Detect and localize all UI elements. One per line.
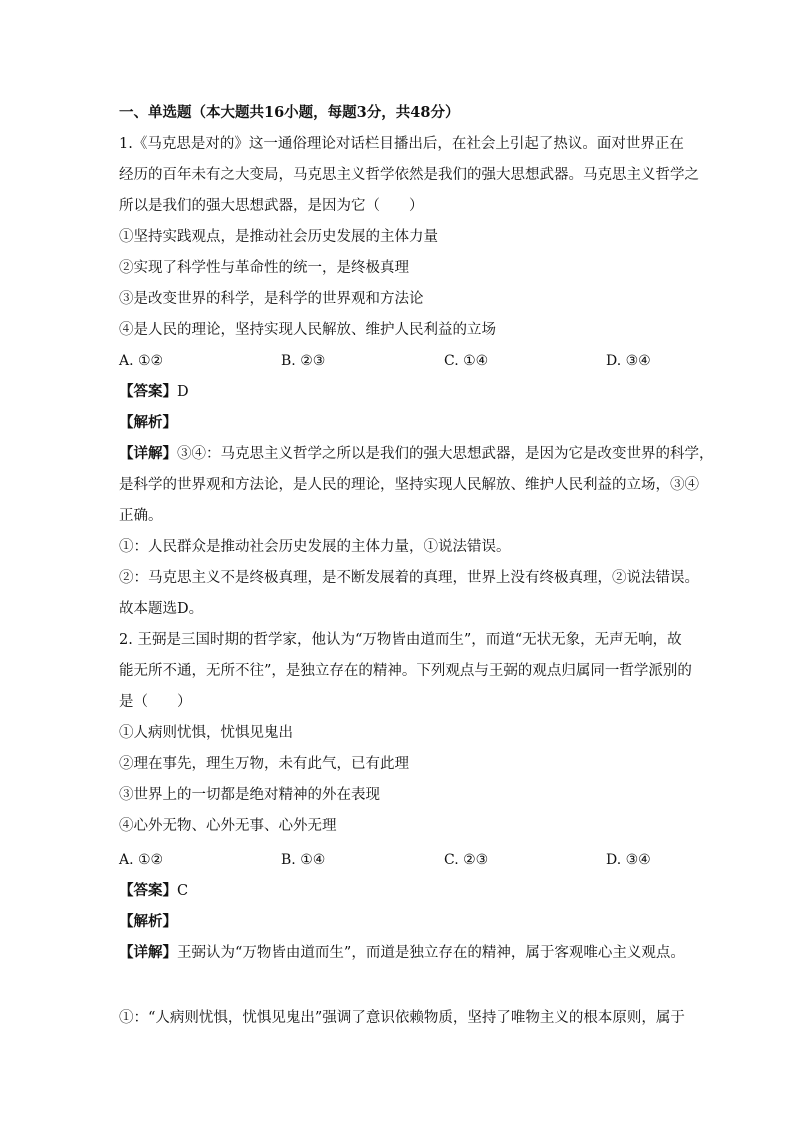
q2-stem-line-1: 2. 王弼是三国时期的哲学家，他认为“万物皆由道而生”，而道“无状无象，无声无响，故 bbox=[119, 632, 682, 648]
q2-detail-line-1 bbox=[119, 943, 685, 963]
q2-options bbox=[119, 850, 679, 870]
q1-item-2: ②实现了科学性与革命性的统一，是终极真理 bbox=[119, 260, 409, 276]
q1-item-3: ③是改变世界的科学，是科学的世界观和方法论 bbox=[119, 291, 424, 307]
q1-answer-tag: 【答案】 bbox=[119, 383, 177, 400]
q2-answer bbox=[119, 881, 188, 901]
q1-item-4: ④是人民的理论，坚持实现人民解放、维护人民利益的立场 bbox=[119, 322, 496, 338]
q1-detail-line-2: 是科学的世界观和方法论，是人民的理论，坚持实现人民解放、维护人民利益的立场，③④ bbox=[119, 477, 699, 493]
section-title: 一、单选题（本大题共16小题，每题3分，共48分） bbox=[119, 104, 460, 121]
q2-stem-line-2: 能无所不通，无所不往”，是独立存在的精神。下列观点与王弼的观点归属同一哲学派别的 bbox=[119, 663, 692, 679]
q1-detail-line-4: ①：人民群众是推动社会历史发展的主体力量，①说法错误。 bbox=[119, 539, 511, 555]
q1-stem-line-3: 所以是我们的强大思想武器，是因为它（ ） bbox=[119, 198, 424, 214]
q2-item-3: ③世界上的一切都是绝对精神的外在表现 bbox=[119, 787, 380, 803]
q1-option-d: D. ③④ bbox=[606, 353, 651, 369]
q2-item-4: ④心外无物、心外无事、心外无理 bbox=[119, 818, 337, 834]
q2-option-b: B. ①④ bbox=[281, 852, 326, 868]
q2-detail-tag: 【详解】 bbox=[119, 944, 177, 961]
q2-detail-text-1: 王弼认为“万物皆由道而生”，而道是独立存在的精神，属于客观唯心主义观点。 bbox=[177, 945, 685, 961]
q2-option-c: C. ②③ bbox=[444, 852, 489, 868]
q1-item-1: ①坚持实践观点，是推动社会历史发展的主体力量 bbox=[119, 229, 438, 245]
q1-option-b: B. ②③ bbox=[281, 353, 326, 369]
q2-option-d: D. ③④ bbox=[606, 852, 651, 868]
q1-detail-text-1: ③④：马克思主义哲学之所以是我们的强大思想武器，是因为它是改变世界的科学， bbox=[177, 446, 714, 462]
q1-answer-value: D bbox=[177, 384, 189, 400]
q1-detail-line-1 bbox=[119, 444, 714, 464]
q1-analysis-tag: 【解析】 bbox=[119, 414, 177, 431]
q2-item-1: ①人病则忧惧，忧惧见鬼出 bbox=[119, 725, 293, 741]
q1-detail-tag: 【详解】 bbox=[119, 445, 177, 462]
q1-option-c: C. ①④ bbox=[444, 353, 489, 369]
q1-stem-line-1: 1.《马克思是对的》这一通俗理论对话栏目播出后，在社会上引起了热议。面对世界正在 bbox=[119, 136, 684, 152]
q1-detail-line-5: ②：马克思主义不是终极真理，是不断发展着的真理，世界上没有终极真理，②说法错误。 bbox=[119, 570, 699, 586]
q1-stem-line-2: 经历的百年未有之大变局，马克思主义哲学依然是我们的强大思想武器。马克思主义哲学之 bbox=[119, 167, 699, 183]
q1-answer bbox=[119, 382, 189, 402]
q2-stem-line-3: 是（ ） bbox=[119, 694, 192, 710]
q2-analysis-tag: 【解析】 bbox=[119, 913, 177, 930]
q2-detail-line-2: ①：“人病则忧惧，忧惧见鬼出”强调了意识依赖物质，坚持了唯物主义的根本原则，属于 bbox=[119, 1010, 685, 1026]
q1-options bbox=[119, 351, 679, 371]
q1-detail-line-6: 故本题选D。 bbox=[119, 601, 204, 617]
q2-item-2: ②理在事先，理生万物，未有此气，已有此理 bbox=[119, 756, 409, 772]
q1-option-a: A. ①② bbox=[119, 353, 164, 369]
q2-answer-tag: 【答案】 bbox=[119, 882, 177, 899]
q2-option-a: A. ①② bbox=[119, 852, 164, 868]
q1-detail-line-3: 正确。 bbox=[119, 508, 163, 524]
q2-answer-value: C bbox=[177, 883, 189, 899]
